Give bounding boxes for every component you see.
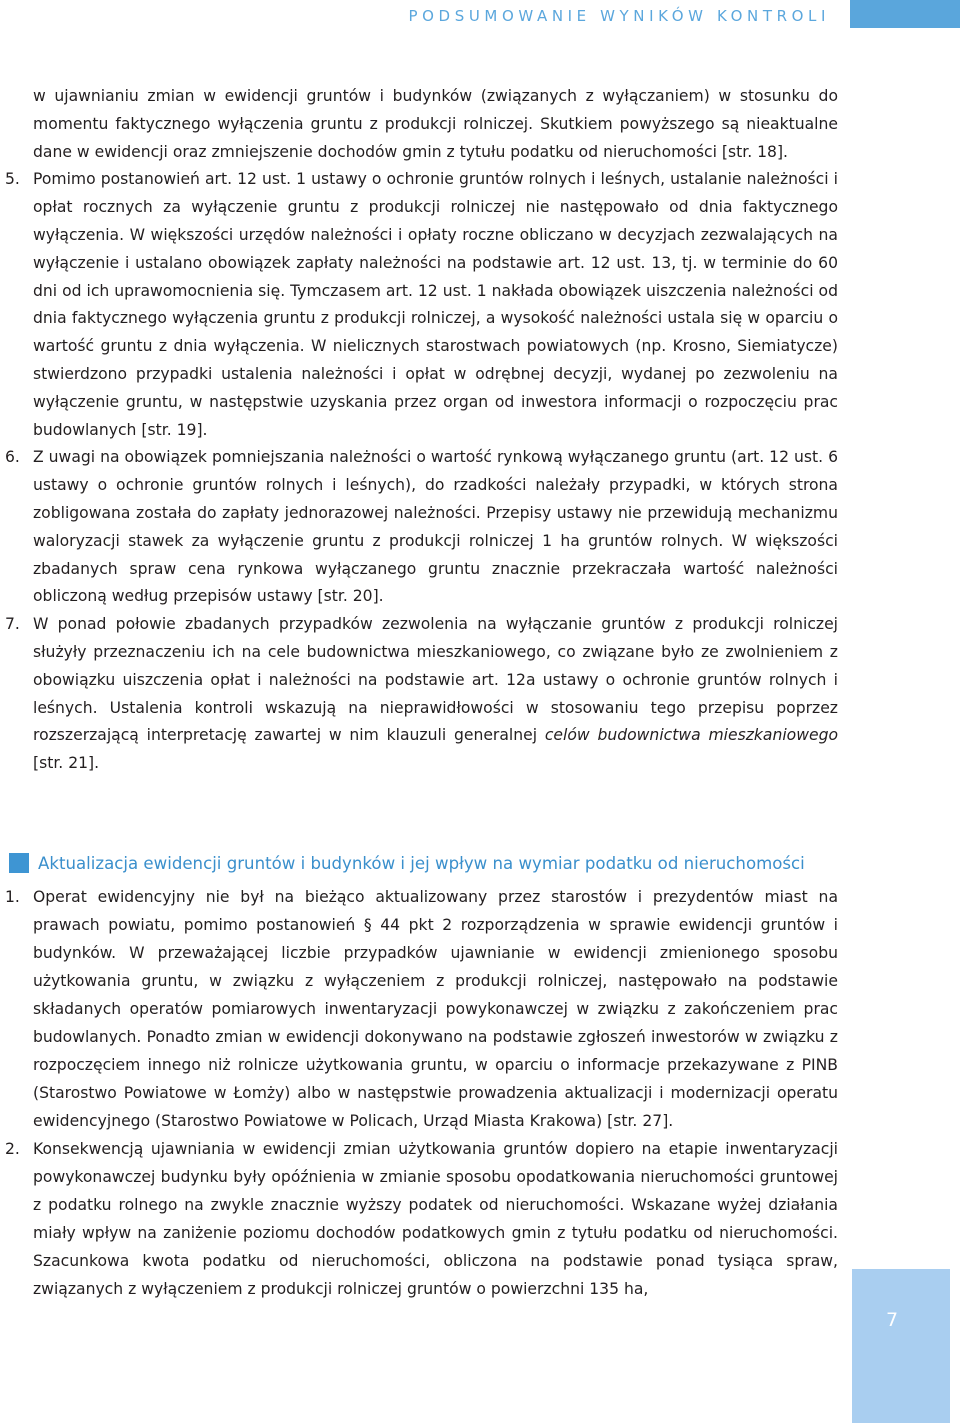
item-number: 6.	[5, 448, 20, 467]
list-item-7	[5, 611, 839, 778]
item-text: Konsekwencją ujawniania w ewidencji zmian użytkowania gruntów dopiero na etapie inwentaryzacji powykonawczej budynku były opóźnienia w zmianie sposobu opodatkowania nieruchomości gruntowej z podatku rolnego na zwykle znacznie wyższy podatek od nieruchomości. Wskazane wyżej działania miały wpływ na zaniżenie poziomu dochodów podatkowych gmin z tytułu podatku od nieruchomości. Szacunkowa kwota podatku od nieruchomości, obliczona na podstawie ponad tysiąca spraw, związanych z wyłączeniem z produkcji rolniczej gruntów o powierzchni 135 ha,	[33, 1140, 838, 1298]
item-text: Z uwagi na obowiązek pomniejszania należności o wartość rynkową wyłączanego gruntu (art. 12 ust. 6 ustawy o ochronie gruntów rolnych i leśnych), do rzadkości należały przypadki, w których strona zobligowana została do zapłaty jednorazowej należności. Przepisy ustawy nie przewidują mechanizmu waloryzacji stawek za wyłączenie gruntu z produkcji rolniczej 1 ha gruntów rolnych. W większości zbadanych spraw cena rynkowa wyłączanego gruntu znacznie przekraczała wartość należności obliczoną według przepisów ustawy [str. 20].	[33, 448, 838, 606]
section-item-2	[5, 1135, 838, 1303]
item-text	[33, 611, 838, 778]
page-number: 7	[885, 1309, 899, 1331]
item-text-main: W ponad połowie zbadanych przypadków zezwolenia na wyłączanie gruntów z produkcji rolniczej służyły przeznaczeniu ich na cele budownictwa mieszkaniowego, co związane było ze zwolnieniem z obowiązku uiszczenia opłat i należności na podstawie art. 12a ustawy o ochronie gruntów rolnych i leśnych. Ustalenia kontroli wskazują na nieprawidłowości w stosowaniu tego przepisu poprzez rozszerzającą interpretację zawartej w nim klauzuli generalnej	[33, 615, 838, 745]
item-number: 5.	[5, 170, 20, 189]
section-title: Aktualizacja ewidencji gruntów i budynków i jej wpływ na wymiar podatku od nieruchomości	[38, 854, 805, 873]
continuation-paragraph: w ujawnianiu zmian w ewidencji gruntów i budynków (związanych z wyłączaniem) w stosunku do momentu faktycznego wyłączenia gruntu z produkcji rolniczej. Skutkiem powyższego są nieaktualne dane w ewidencji oraz zmniejszenie dochodów gmin z tytułu podatku od nieruchomości [str. 18].	[33, 87, 838, 161]
item-number: 7.	[5, 615, 20, 634]
section-square-icon	[9, 853, 29, 873]
item-text: Pomimo postanowień art. 12 ust. 1 ustawy o ochronie gruntów rolnych i leśnych, ustalanie należności i opłat rocznych za wyłączenie gruntu z produkcji rolniczej nie następowało od dnia faktycznego wyłączenia. W większości urzędów należności i opłaty roczne obliczano w decyzjach zezwalających na wyłączenie i ustalano obowiązek zapłaty należności na podstawie art. 12 ust. 13, tj. w terminie do 60 dni od ich uprawomocnienia się. Tymczasem art. 12 ust. 1 nakłada obowiązek uiszczenia należności od dnia faktycznego wyłączenia gruntu z produkcji rolniczej, a wysokość należności ustala się w oparciu o wartość gruntu z dnia wyłączenia. W nielicznych starostwach powiatowych (np. Krosno, Siemiatycze) stwierdzono przypadki ustalenia należności i opłat w odrębnej decyzji, wydanej po zezwoleniu na wyłączenie gruntu, w następstwie uzyskania przez organ od inwestora informacji o rozpoczęciu prac budowlanych [str. 19].	[33, 170, 838, 439]
section-item-1	[5, 883, 838, 1135]
running-header: PODSUMOWANIE WYNIKÓW KONTROLI	[408, 7, 830, 25]
list-item-5	[5, 166, 838, 444]
item-number: 2.	[5, 1140, 20, 1158]
item-text-end: [str. 21].	[33, 754, 100, 773]
main-text	[5, 83, 839, 778]
item-number: 1.	[5, 888, 20, 906]
section-heading	[0, 849, 838, 881]
list-item-6	[5, 444, 838, 611]
item-text: Operat ewidencyjny nie był na bieżąco aktualizowany przez starostów i prezydentów miast na prawach powiatu, pomimo postanowień § 44 pkt 2 rozporządzenia w sprawie ewidencji gruntów i budynków. W przeważającej liczbie przypadków ujawnianie w ewidencji zmienionego sposobu użytkowania gruntu, w związku z wyłączeniem z produkcji rolniczej, następowało na podstawie składanych operatów pomiarowych inwentaryzacji powykonawczej w związku z zakończeniem prac budowlanych. Ponadto zmian w ewidencji dokonywano na podstawie zgłoszeń inwestorów w związku z rozpoczęciem innego niż rolnicze użytkowania gruntu, w oparciu o informacje przekazywane z PINB (Starostwo Powiatowe w Łomży) albo w następstwie prowadzenia aktualizacji i modernizacji operatu ewidencyjnego (Starostwo Powiatowe w Policach, Urząd Miasta Krakowa) [str. 27].	[33, 888, 838, 1130]
item-text-italic: celów budownictwa mieszkaniowego	[544, 726, 839, 745]
header-color-block	[850, 0, 960, 28]
page-number-box	[852, 1269, 950, 1423]
section-text	[5, 883, 838, 1303]
